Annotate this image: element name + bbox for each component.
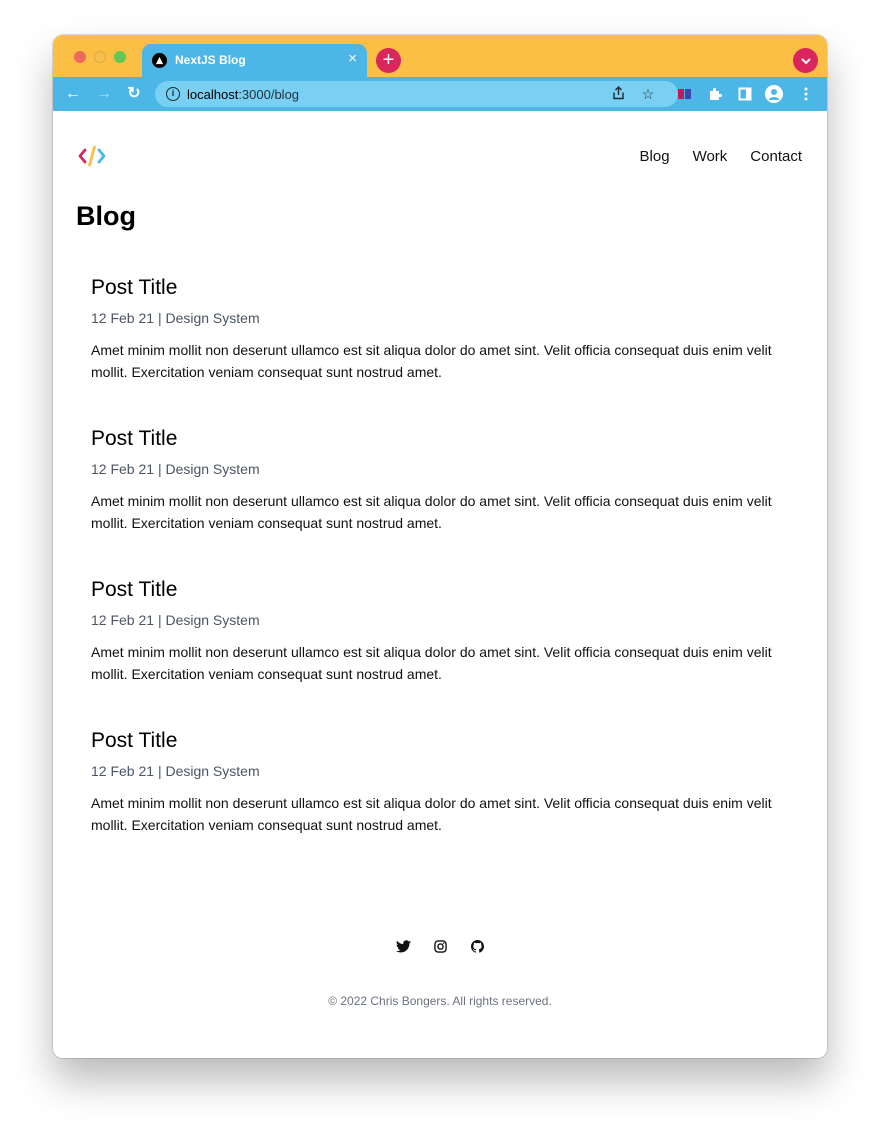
tab-search-button[interactable] — [793, 48, 818, 73]
tab-strip — [53, 35, 827, 77]
page-content — [53, 111, 827, 1058]
extensions-puzzle-icon[interactable] — [706, 85, 724, 103]
post-item — [91, 728, 791, 879]
post-item — [91, 426, 791, 577]
post-item — [91, 275, 791, 426]
post-meta: 12 Feb 21 | Design System — [91, 310, 260, 326]
browser-tab[interactable] — [142, 44, 367, 77]
social-links — [53, 938, 827, 954]
post-meta: 12 Feb 21 | Design System — [91, 461, 260, 477]
maximize-window-button[interactable] — [114, 51, 126, 63]
post-item — [91, 577, 791, 728]
forward-arrow-icon[interactable]: → — [96, 85, 112, 102]
post-excerpt: Amet minim mollit non deserunt ullamco est sit aliqua dolor do amet sint. Velit officia consequat duis enim velit mollit. Exercitation veniam consequat sunt nostrud amet. — [91, 795, 772, 833]
post-title[interactable]: Post Title — [91, 578, 178, 601]
profile-avatar-icon[interactable] — [765, 85, 783, 103]
post-title[interactable]: Post Title — [91, 729, 178, 752]
post-excerpt: Amet minim mollit non deserunt ullamco est sit aliqua dolor do amet sint. Velit officia consequat duis enim velit mollit. Exercitation veniam consequat sunt nostrud amet. — [91, 644, 772, 682]
share-icon[interactable] — [610, 86, 626, 102]
chevron-down-icon — [800, 55, 812, 67]
back-arrow-icon[interactable]: ← — [65, 85, 81, 102]
post-list — [91, 275, 791, 879]
browser-toolbar — [53, 77, 827, 111]
github-icon[interactable] — [469, 938, 485, 954]
twitter-icon[interactable] — [395, 938, 411, 954]
info-icon[interactable]: i — [166, 87, 180, 101]
url-text[interactable]: localhost:3000/blog — [187, 87, 300, 102]
new-tab-button[interactable]: + — [376, 48, 401, 73]
browser-window — [53, 35, 827, 1058]
post-title[interactable]: Post Title — [91, 276, 178, 299]
copyright-text: © 2022 Chris Bongers. All rights reserved. — [328, 994, 552, 1008]
nav-link-work[interactable]: Work — [692, 148, 728, 165]
post-excerpt: Amet minim mollit non deserunt ullamco est sit aliqua dolor do amet sint. Velit officia consequat duis enim velit mollit. Exercitation veniam consequat sunt nostrud amet. — [91, 342, 772, 380]
post-excerpt: Amet minim mollit non deserunt ullamco est sit aliqua dolor do amet sint. Velit officia consequat duis enim velit mollit. Exercitation veniam consequat sunt nostrud amet. — [91, 493, 772, 531]
tab-close-icon[interactable]: × — [348, 50, 357, 67]
page-title: Blog — [76, 201, 136, 231]
nav-link-contact[interactable]: Contact — [750, 148, 802, 165]
minimize-window-button[interactable] — [94, 51, 106, 63]
post-meta: 12 Feb 21 | Design System — [91, 612, 260, 628]
nextjs-favicon-icon — [152, 53, 167, 68]
nav-link-blog[interactable]: Blog — [639, 148, 670, 165]
instagram-icon[interactable] — [432, 938, 448, 954]
address-bar[interactable] — [155, 81, 678, 107]
close-window-button[interactable] — [74, 51, 86, 63]
bookmark-star-icon[interactable]: ☆ — [641, 86, 655, 102]
post-meta: 12 Feb 21 | Design System — [91, 763, 260, 779]
code-logo-icon[interactable] — [78, 145, 106, 172]
post-title[interactable]: Post Title — [91, 427, 178, 450]
more-menu-icon[interactable] — [797, 85, 815, 103]
extension-icon[interactable] — [676, 85, 694, 103]
site-nav — [640, 148, 802, 165]
side-panel-icon[interactable] — [736, 85, 754, 103]
reload-icon[interactable]: ↻ — [127, 85, 141, 102]
tab-title: NextJS Blog — [175, 53, 246, 67]
